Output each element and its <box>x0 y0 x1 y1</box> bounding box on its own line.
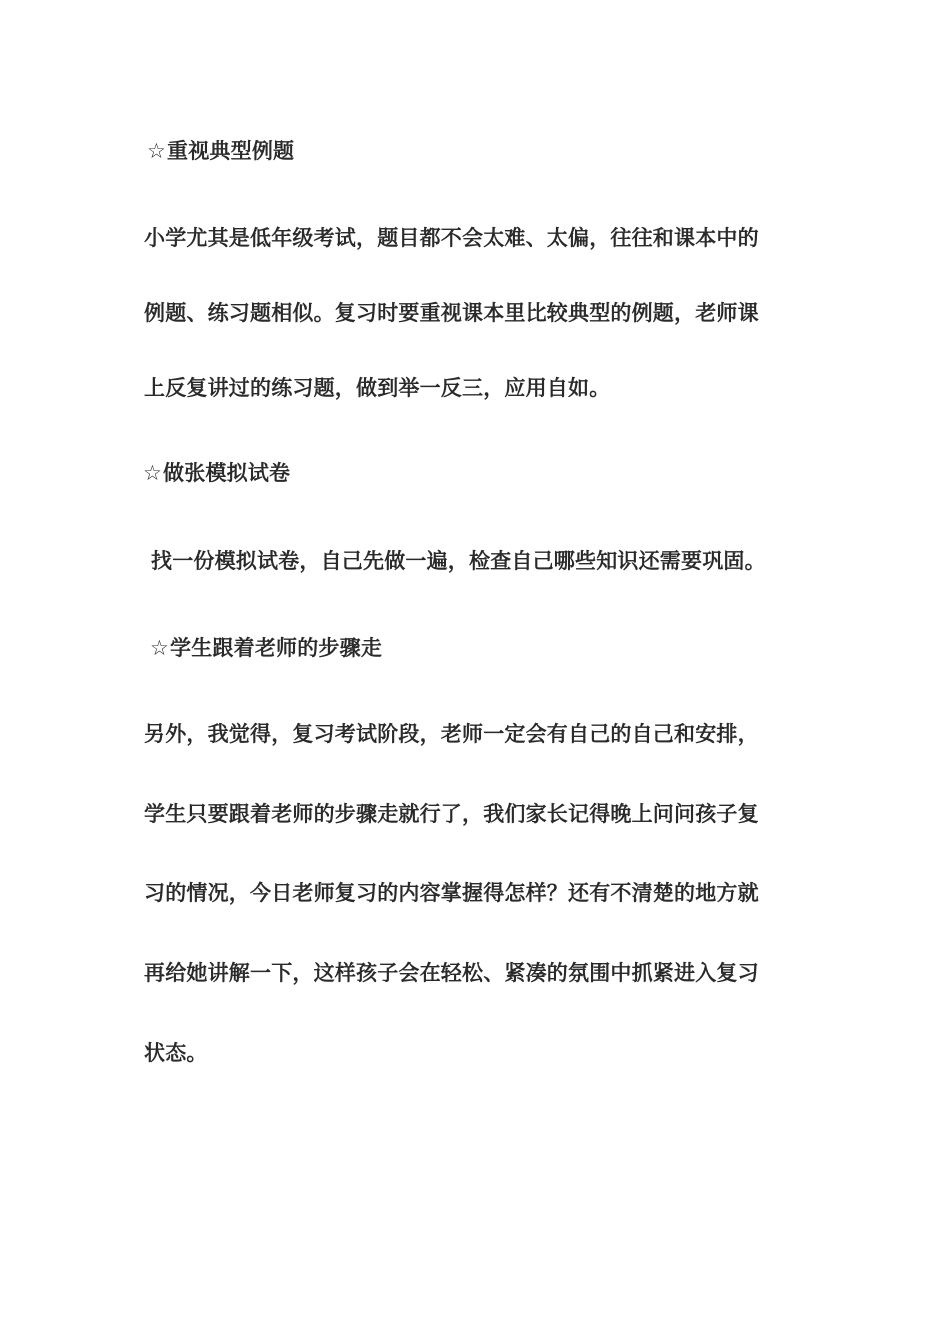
heading-text: 学生跟着老师的步骤走 <box>170 636 383 660</box>
paragraph-line: 学生只要跟着老师的步骤走就行了，我们家长记得晚上问问孩子复 <box>144 802 759 826</box>
heading-text: 重视典型例题 <box>167 139 295 163</box>
paragraph-line: 例题、练习题相似。复习时要重视课本里比较典型的例题，老师课 <box>144 301 759 325</box>
section-heading-3 <box>150 633 382 663</box>
heading-text: 做张模拟试卷 <box>163 461 291 485</box>
paragraph-line: 上反复讲过的练习题，做到举一反三，应用自如。 <box>144 376 611 400</box>
paragraph-line: 小学尤其是低年级考试，题目都不会太难、太偏，往往和课本中的 <box>144 226 759 250</box>
paragraph-line: 找一份模拟试卷，自己先做一遍，检查自己哪些知识还需要巩固。 <box>151 549 766 573</box>
paragraph-line: 状态。 <box>144 1041 208 1065</box>
paragraph-line: 习的情况，今日老师复习的内容掌握得怎样？还有不清楚的地方就 <box>144 881 759 905</box>
paragraph-line: 再给她讲解一下，这样孩子会在轻松、紧凑的氛围中抓紧进入复习 <box>144 961 759 985</box>
star-icon: ☆ <box>143 461 163 485</box>
star-icon: ☆ <box>150 636 170 660</box>
star-icon: ☆ <box>147 139 167 163</box>
section-heading-2 <box>143 458 290 488</box>
paragraph-line: 另外，我觉得，复习考试阶段，老师一定会有自己的自己和安排， <box>144 722 759 746</box>
section-heading-1 <box>147 136 294 166</box>
